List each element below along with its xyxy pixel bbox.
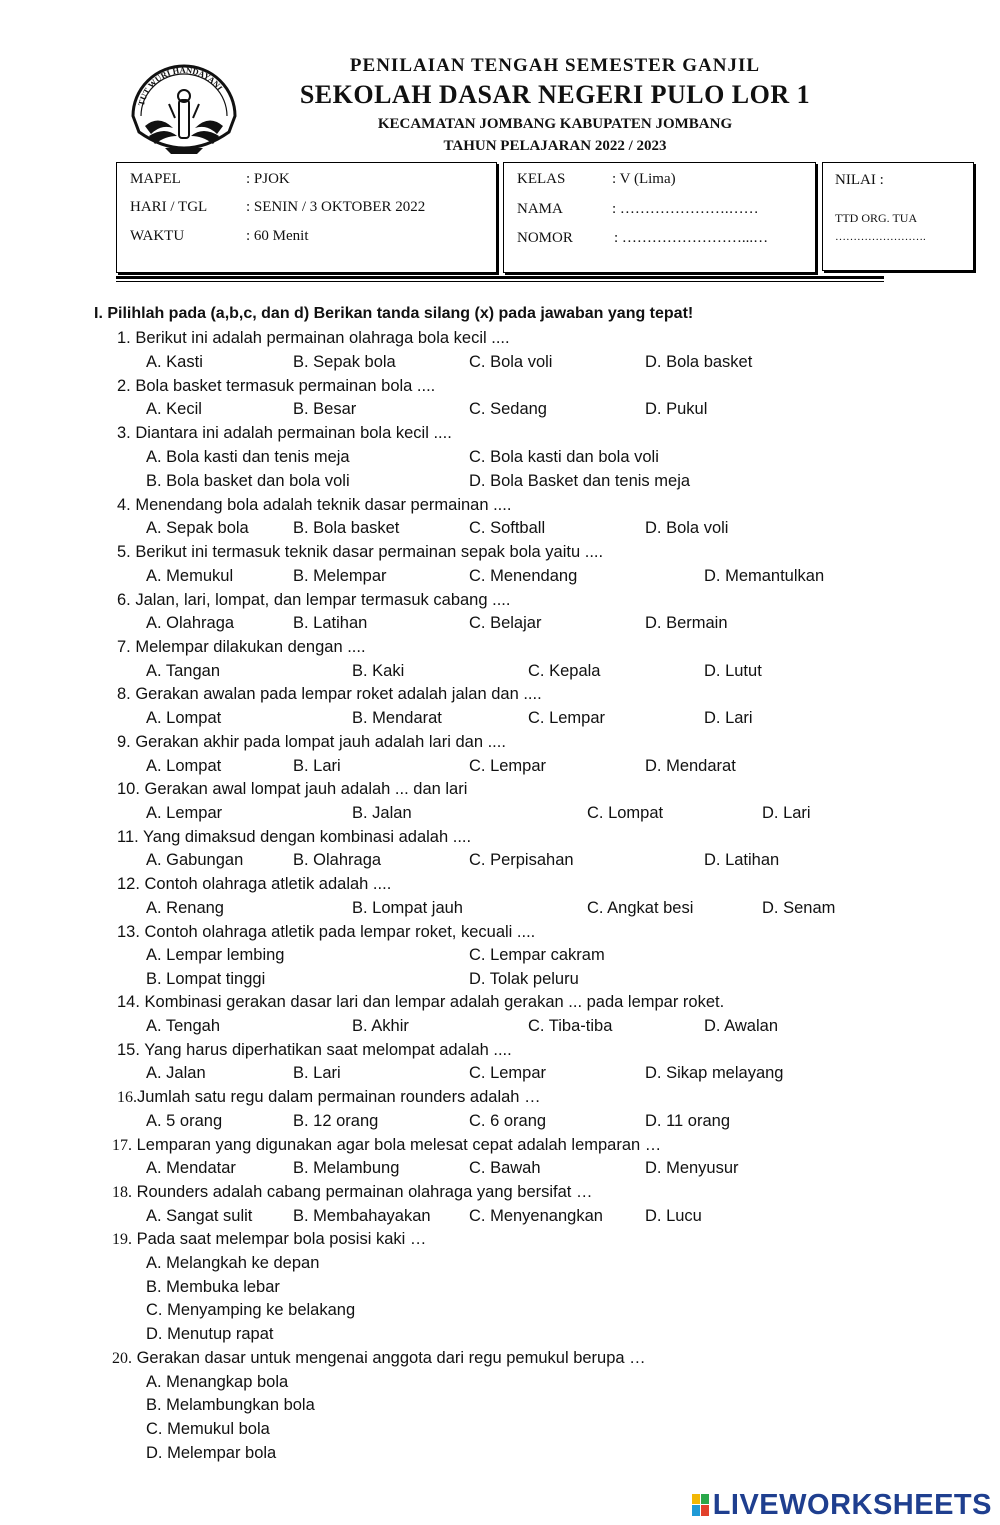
ttd-signature-field[interactable]: …………………….: [835, 231, 926, 243]
school-year: TAHUN PELAJARAN 2022 / 2023: [443, 138, 667, 154]
q5-option-c[interactable]: C. Menendang: [469, 567, 578, 585]
q1-option-d[interactable]: D. Bola basket: [645, 353, 753, 371]
q6-option-c[interactable]: C. Belajar: [469, 614, 542, 632]
school-logo: [125, 56, 243, 160]
q11-option-a[interactable]: A. Gabungan: [146, 851, 244, 869]
q1-option-b[interactable]: B. Sepak bola: [293, 353, 396, 371]
hari-value: : SENIN / 3 OKTOBER 2022: [246, 199, 426, 215]
nilai-label: NILAI :: [835, 172, 884, 188]
watermark-text: LIVEWORKSHEETS: [712, 1488, 992, 1521]
question-5: 5. Berikut ini termasuk teknik dasar permainan sepak bola yaitu ....: [117, 543, 604, 561]
q2-option-d[interactable]: D. Pukul: [645, 400, 708, 418]
q16-option-c[interactable]: C. 6 orang: [469, 1112, 547, 1130]
q16-option-a[interactable]: A. 5 orang: [146, 1112, 223, 1130]
q6-option-d[interactable]: D. Bermain: [645, 614, 728, 632]
q18-option-b[interactable]: B. Membahayakan: [293, 1207, 431, 1225]
question-7: 7. Melempar dilakukan dengan ....: [117, 638, 366, 656]
q3-option-b[interactable]: B. Bola basket dan bola voli: [146, 472, 350, 490]
tut-wuri-handayani-emblem-icon: [125, 56, 243, 160]
q20-option-c[interactable]: C. Memukul bola: [146, 1420, 270, 1438]
q19-number: 19.: [112, 1231, 132, 1248]
q18-option-a[interactable]: A. Sangat sulit: [146, 1207, 253, 1225]
q11-option-b[interactable]: B. Olahraga: [293, 851, 382, 869]
question-20: [112, 1348, 646, 1369]
q13-option-c[interactable]: C. Lempar cakram: [469, 946, 605, 964]
question-12: 12. Contoh olahraga atletik adalah ....: [117, 875, 392, 893]
mapel-value: : PJOK: [246, 171, 290, 187]
q8-option-d[interactable]: D. Lari: [704, 709, 753, 727]
q14-option-a[interactable]: A. Tengah: [146, 1017, 221, 1035]
nama-field[interactable]: : ………………….……: [612, 201, 759, 217]
hari-label: HARI / TGL: [130, 199, 208, 215]
q19-text: Pada saat melempar bola posisi kaki …: [136, 1230, 427, 1248]
q17-number: 17.: [112, 1137, 132, 1154]
q8-option-c[interactable]: C. Lempar: [528, 709, 606, 727]
q7-option-a[interactable]: A. Tangan: [146, 662, 221, 680]
q9-option-b[interactable]: B. Lari: [293, 757, 341, 775]
question-15: 15. Yang harus diperhatikan saat melompat adalah ....: [117, 1041, 512, 1059]
q3-option-d[interactable]: D. Bola Basket dan tenis meja: [469, 472, 691, 490]
q7-option-b[interactable]: B. Kaki: [352, 662, 405, 680]
question-4: 4. Menendang bola adalah teknik dasar permainan ....: [117, 496, 512, 514]
nomor-label: NOMOR: [517, 230, 573, 246]
question-1: 1. Berikut ini adalah permainan olahraga bola kecil ....: [117, 329, 510, 347]
q8-option-a[interactable]: A. Lompat: [146, 709, 222, 727]
q18-option-d[interactable]: D. Lucu: [645, 1207, 702, 1225]
q20-option-b[interactable]: B. Melambungkan bola: [146, 1396, 315, 1414]
ttd-label: TTD ORG. TUA: [835, 211, 918, 225]
q2-option-b[interactable]: B. Besar: [293, 400, 357, 418]
q7-option-c[interactable]: C. Kepala: [528, 662, 601, 680]
q3-option-a[interactable]: A. Bola kasti dan tenis meja: [146, 448, 350, 466]
q14-option-c[interactable]: C. Tiba-tiba: [528, 1017, 613, 1035]
header-divider-thick: [116, 276, 884, 279]
q12-option-a[interactable]: A. Renang: [146, 899, 224, 917]
nomor-field[interactable]: : ……………………...…: [614, 230, 769, 246]
question-18: [112, 1182, 592, 1203]
q4-option-d[interactable]: D. Bola voli: [645, 519, 729, 537]
q11-option-d[interactable]: D. Latihan: [704, 851, 780, 869]
q6-option-b[interactable]: B. Latihan: [293, 614, 368, 632]
logo-text: TUT WURI HANDAYANI: [135, 64, 225, 107]
q18-option-c[interactable]: C. Menyenangkan: [469, 1207, 603, 1225]
q4-option-c[interactable]: C. Softball: [469, 519, 546, 537]
q3-option-c[interactable]: C. Bola kasti dan bola voli: [469, 448, 659, 466]
q5-option-d[interactable]: D. Memantulkan: [704, 567, 825, 585]
q15-option-c[interactable]: C. Lempar: [469, 1064, 547, 1082]
q4-option-a[interactable]: A. Sepak bola: [146, 519, 249, 537]
question-16: [117, 1087, 541, 1108]
q1-option-a[interactable]: A. Kasti: [146, 353, 203, 371]
q15-option-b[interactable]: B. Lari: [293, 1064, 341, 1082]
q14-option-d[interactable]: D. Awalan: [704, 1017, 778, 1035]
q12-option-c[interactable]: C. Angkat besi: [587, 899, 694, 917]
q19-option-c[interactable]: C. Menyamping ke belakang: [146, 1301, 356, 1319]
q15-option-a[interactable]: A. Jalan: [146, 1064, 206, 1082]
exam-title: PENILAIAN TENGAH SEMESTER GANJIL: [349, 55, 761, 76]
q14-option-b[interactable]: B. Akhir: [352, 1017, 409, 1035]
q10-option-b[interactable]: B. Jalan: [352, 804, 412, 822]
q9-option-c[interactable]: C. Lempar: [469, 757, 547, 775]
kelas-value: : V (Lima): [612, 171, 676, 187]
q16-number: 16.: [117, 1089, 137, 1106]
q9-option-d[interactable]: D. Mendarat: [645, 757, 736, 775]
q13-option-a[interactable]: A. Lempar lembing: [146, 946, 285, 964]
question-10: 10. Gerakan awal lompat jauh adalah ... dan lari: [117, 780, 468, 798]
q12-option-b[interactable]: B. Lompat jauh: [352, 899, 463, 917]
header-divider-thin: [116, 281, 884, 282]
q1-option-c[interactable]: C. Bola voli: [469, 353, 553, 371]
instruction: I. Pilihlah pada (a,b,c, dan d) Berikan tanda silang (x) pada jawaban yang tepat!: [94, 305, 694, 322]
question-14: 14. Kombinasi gerakan dasar lari dan lempar adalah gerakan ... pada lempar roket.: [117, 993, 725, 1011]
q16-option-d[interactable]: D. 11 orang: [645, 1112, 730, 1130]
district-line: KECAMATAN JOMBANG KABUPATEN JOMBANG: [377, 116, 733, 132]
q19-option-b[interactable]: B. Membuka lebar: [146, 1278, 280, 1296]
q17-option-b[interactable]: B. Melambung: [293, 1159, 400, 1177]
question-13: 13. Contoh olahraga atletik pada lempar roket, kecuali ....: [117, 923, 536, 941]
q6-option-a[interactable]: A. Olahraga: [146, 614, 235, 632]
q16-option-b[interactable]: B. 12 orang: [293, 1112, 379, 1130]
q20-text: Gerakan dasar untuk mengenai anggota dari regu pemukul berupa …: [136, 1349, 646, 1367]
question-19: [112, 1229, 426, 1250]
q17-text: Lemparan yang digunakan agar bola melesat cepat adalah lemparan …: [136, 1136, 662, 1154]
school-name: SEKOLAH DASAR NEGERI PULO LOR 1: [299, 80, 811, 109]
question-6: 6. Jalan, lari, lompat, dan lempar termasuk cabang ....: [117, 591, 511, 609]
q10-option-d[interactable]: D. Lari: [762, 804, 811, 822]
q12-option-d[interactable]: D. Senam: [762, 899, 836, 917]
q17-option-a[interactable]: A. Mendatar: [146, 1159, 236, 1177]
q8-option-b[interactable]: B. Mendarat: [352, 709, 442, 727]
q17-option-c[interactable]: C. Bawah: [469, 1159, 541, 1177]
q13-option-d[interactable]: D. Tolak peluru: [469, 970, 579, 988]
q18-number: 18.: [112, 1184, 132, 1201]
q16-text: Jumlah satu regu dalam permainan rounders adalah …: [137, 1088, 541, 1106]
liveworksheets-watermark[interactable]: [692, 1488, 992, 1522]
q20-option-a[interactable]: A. Menangkap bola: [146, 1373, 289, 1391]
question-9: 9. Gerakan akhir pada lompat jauh adalah lari dan ....: [117, 733, 506, 751]
q10-option-c[interactable]: C. Lompat: [587, 804, 664, 822]
question-11: 11. Yang dimaksud dengan kombinasi adalah ....: [117, 828, 472, 846]
question-8: 8. Gerakan awalan pada lempar roket adalah jalan dan ....: [117, 685, 542, 703]
question-17: [112, 1135, 661, 1156]
student-info-box: [503, 162, 816, 273]
q13-option-b[interactable]: B. Lompat tinggi: [146, 970, 266, 988]
nama-label: NAMA: [517, 201, 563, 217]
kelas-label: KELAS: [517, 171, 566, 187]
waktu-label: WAKTU: [130, 228, 185, 244]
mapel-label: MAPEL: [130, 171, 181, 187]
q4-option-b[interactable]: B. Bola basket: [293, 519, 400, 537]
q11-option-c[interactable]: C. Perpisahan: [469, 851, 574, 869]
q7-option-d[interactable]: D. Lutut: [704, 662, 762, 680]
q2-option-c[interactable]: C. Sedang: [469, 400, 547, 418]
q5-option-a[interactable]: A. Memukul: [146, 567, 234, 585]
question-2: 2. Bola basket termasuk permainan bola ....: [117, 377, 436, 395]
score-box: [822, 162, 974, 271]
q20-number: 20.: [112, 1350, 132, 1367]
question-3: 3. Diantara ini adalah permainan bola kecil ....: [117, 424, 452, 442]
q9-option-a[interactable]: A. Lompat: [146, 757, 222, 775]
q15-option-d[interactable]: D. Sikap melayang: [645, 1064, 784, 1082]
q2-option-a[interactable]: A. Kecil: [146, 400, 202, 418]
q10-option-a[interactable]: A. Lempar: [146, 804, 223, 822]
q18-text: Rounders adalah cabang permainan olahraga yang bersifat …: [136, 1183, 593, 1201]
subject-info-box: [116, 162, 497, 273]
liveworksheets-logo-icon: [692, 1492, 710, 1518]
q19-option-a[interactable]: A. Melangkah ke depan: [146, 1254, 320, 1272]
q19-option-d[interactable]: D. Menutup rapat: [146, 1325, 274, 1343]
waktu-value: : 60 Menit: [246, 228, 309, 244]
q20-option-d[interactable]: D. Melempar bola: [146, 1444, 277, 1462]
q5-option-b[interactable]: B. Melempar: [293, 567, 387, 585]
q17-option-d[interactable]: D. Menyusur: [645, 1159, 739, 1177]
